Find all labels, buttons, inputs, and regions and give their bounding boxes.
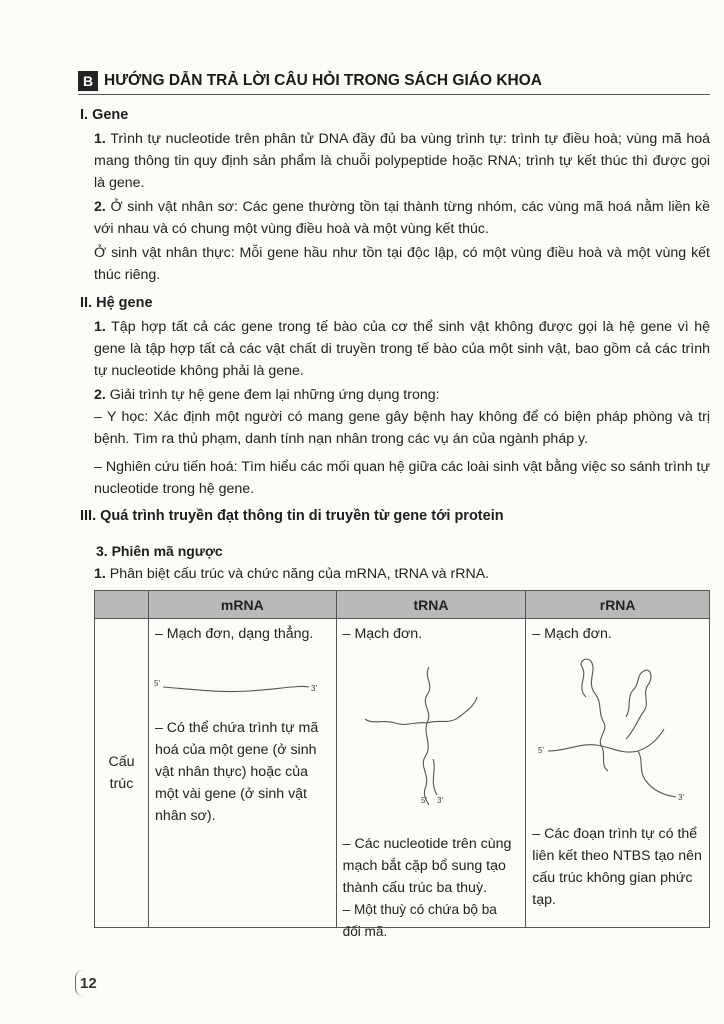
question-1 — [94, 563, 710, 585]
heading-gene: I. Gene — [80, 107, 129, 123]
cell-mrna-structure — [148, 619, 336, 928]
cell-trna-structure — [336, 619, 526, 939]
rna-comparison-table — [94, 590, 710, 939]
heading-genome: II. Hệ gene — [80, 295, 153, 311]
genome-bullet-medicine: – Y học: Xác định một người có mang gene gây bệnh hay không để có biện pháp phòng và trị bệnh. Tìm ra thủ phạm, danh tính nạn nhân trong các vụ án của ngành pháp y. — [94, 409, 710, 447]
section-header — [78, 70, 710, 96]
gene-paragraph-1 — [94, 128, 710, 194]
trna-line-3: – Một thuỳ có chứa bộ ba đối mã. — [342, 902, 497, 939]
mrna-label-3: 3' — [310, 684, 317, 693]
header-rrna: rRNA — [526, 591, 710, 619]
mrna-label-5: 5' — [153, 679, 160, 688]
genome-paragraph-1 — [94, 316, 710, 382]
gene-p2-text: Ở sinh vật nhân sơ: Các gene thường tồn tại thành từng nhóm, các vùng mã hoá nằm liền kề với nhau và có chung một vùng điều hoà và một vùng kết thúc. — [94, 199, 710, 237]
genome-p2-text: Giải trình tự hệ gene đem lại những ứng dụng trong: — [109, 387, 440, 403]
genome-paragraph-2 — [94, 384, 710, 406]
rrna-line-1: – Mạch đơn. — [532, 626, 612, 642]
rrna-line-2: – Các đoạn trình tự có thể liên kết theo NTBS tạo nên cấu trúc không gian phức tạp. — [532, 826, 702, 908]
header-trna: tRNA — [336, 591, 526, 619]
section-divider — [78, 94, 710, 95]
trna-line-2: – Các nucleotide trên cùng mạch bắt cặp bổ sung tạo thành cấu trúc ba thuỳ. — [342, 836, 512, 896]
mrna-line-2: – Có thể chứa trình tự mã hoá của một gene (ở sinh vật nhân thực) hoặc của một vài gene (ở sinh vật nhân sơ). — [154, 720, 319, 824]
gene-p1-text: Trình tự nucleotide trên phân tử DNA đầy đủ ba vùng trình tự: trình tự điều hoà; vùng mã hoá mang thông tin quy định sản phẩm là chuỗi polypeptide hoặc RNA; trình tự kết thúc thì được gọi là gene. — [94, 131, 710, 191]
trna-label-5: 5' — [420, 796, 427, 805]
mrna-line-1: – Mạch đơn, dạng thẳng. — [154, 626, 314, 642]
trna-label-3: 3' — [436, 796, 443, 805]
rrna-complex-illustration — [526, 647, 710, 817]
page-number: 12 — [80, 975, 97, 992]
question-1-text: Phân biệt cấu trúc và chức năng của mRNA, tRNA và rRNA. — [109, 566, 490, 582]
rrna-label-5: 5' — [538, 746, 545, 755]
genome-p2-number: 2. — [94, 387, 106, 403]
genome-bullet-evolution: – Nghiên cứu tiến hoá: Tìm hiểu các mối quan hệ giữa các loài sinh vật bằng việc so sánh trình tự nucleotide trong hệ gene. — [94, 459, 710, 497]
section-badge: B — [78, 71, 98, 91]
gene-p1-number: 1. — [94, 131, 106, 147]
table-row-structure — [95, 619, 710, 928]
genome-p1-number: 1. — [94, 319, 106, 335]
gene-paragraph-2 — [94, 196, 710, 240]
row-label-text: Cấu trúc — [108, 754, 135, 792]
rrna-label-3: 3' — [678, 793, 685, 802]
table-header-row — [95, 591, 710, 619]
gene-p2-number: 2. — [94, 199, 106, 215]
subheading-reverse-transcription: 3. Phiên mã ngược — [96, 543, 223, 559]
trna-line-1: – Mạch đơn. — [342, 626, 423, 642]
section-title: HƯỚNG DẪN TRẢ LỜI CÂU HỎI TRONG SÁCH GIÁO KHOA — [104, 72, 542, 89]
heading-transfer: III. Quá trình truyền đạt thông tin di truyền từ gene tới protein — [80, 508, 504, 524]
header-mrna: mRNA — [148, 591, 336, 619]
genome-p1-text: Tập hợp tất cả các gene trong tế bào của cơ thể sinh vật không được gọi là hệ gene vì hệ gene là tập hợp tất cả các vật chất di truyền trong tế bào của một sinh vật, bao gồm cả các trình tự nucleotide không phải là gene. — [94, 319, 710, 379]
gene-paragraph-3: Ở sinh vật nhân thực: Mỗi gene hầu như tồn tại độc lập, có một vùng điều hoà và một vùng kết thúc riêng. — [94, 245, 710, 283]
mrna-strand-illustration — [149, 671, 337, 711]
cell-rrna-structure — [526, 619, 710, 928]
header-empty — [95, 591, 149, 619]
row-label-structure — [95, 619, 149, 928]
trna-cloverleaf-illustration — [337, 649, 527, 809]
question-1-number: 1. — [94, 566, 106, 582]
